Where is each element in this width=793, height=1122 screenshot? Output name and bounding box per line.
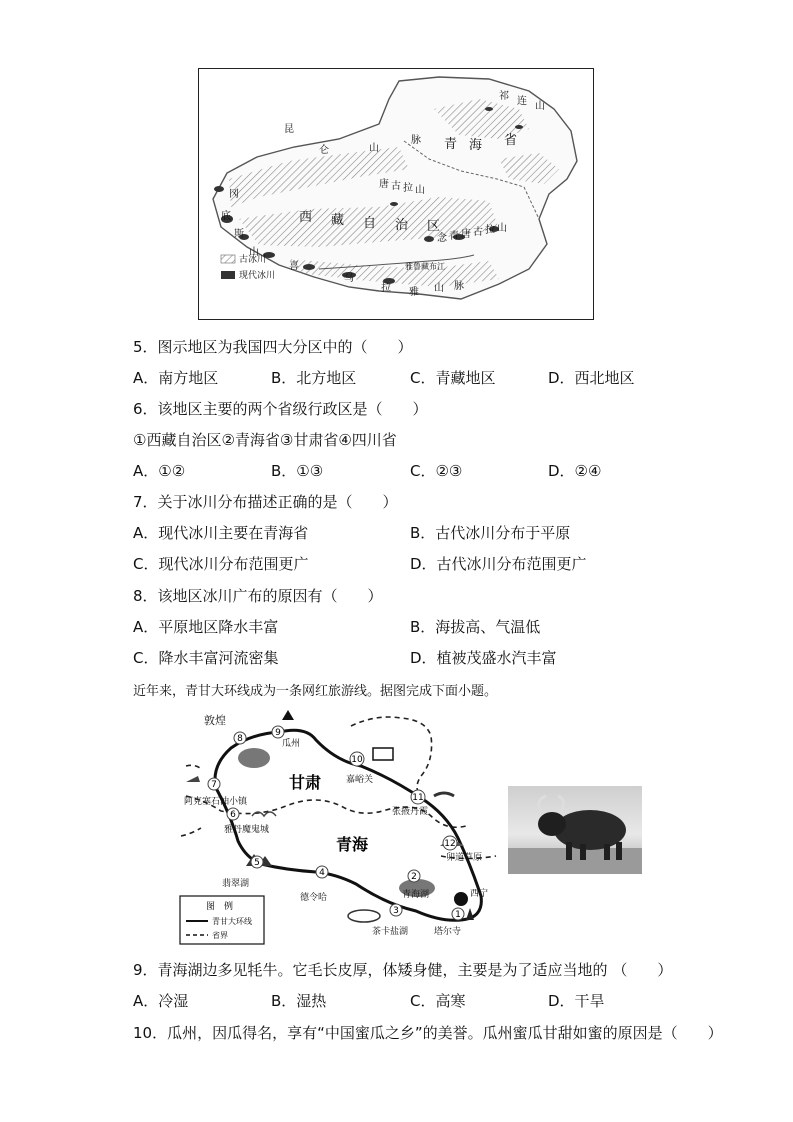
svg-text:3: 3 [393, 906, 399, 916]
svg-text:底: 底 [221, 211, 231, 222]
legend-modern-label: 现代冰川 [239, 271, 276, 281]
loop-route-svg [176, 706, 506, 946]
svg-text:唐: 唐 [461, 229, 471, 240]
qinghai-label: 青海 [336, 835, 369, 854]
region-char: 海 [469, 138, 483, 153]
region-char: 省 [504, 133, 518, 148]
stop-4 [316, 866, 328, 878]
svg-text:脉: 脉 [454, 281, 464, 292]
stop-5 [251, 856, 263, 868]
svg-text:阿克塞石油小镇: 阿克塞石油小镇 [184, 797, 248, 807]
svg-text:连: 连 [517, 96, 527, 107]
svg-text:古: 古 [391, 181, 401, 192]
svg-text:山: 山 [497, 223, 507, 234]
q5-option-d[interactable]: D．西北地区 [548, 369, 635, 387]
legend-title: 图 例 [206, 902, 234, 912]
svg-text:拉: 拉 [403, 183, 413, 194]
stop-10 [350, 752, 364, 766]
q6-option-b[interactable]: B．①③ [271, 462, 324, 480]
q6-option-d[interactable]: D．②④ [548, 462, 602, 480]
svg-text:5: 5 [254, 858, 260, 868]
svg-text:嘉峪关: 嘉峪关 [346, 775, 374, 785]
svg-text:念: 念 [437, 233, 447, 244]
q8-stem: 8．该地区冰川广布的原因有（ ） [133, 587, 383, 605]
stop-8 [234, 732, 246, 744]
q10-stem: 10．瓜州，因瓜得名，享有“中国蜜瓜之乡”的美誉。瓜州蜜瓜甘甜如蜜的原因是（ ） [133, 1024, 723, 1042]
svg-text:12: 12 [444, 839, 456, 849]
xining-label: 西宁 [470, 889, 489, 899]
q9-stem: 9．青海湖边多见牦牛。它毛长皮厚，体矮身健，主要是为了适应当地的 （ ） [133, 961, 673, 979]
svg-text:4: 4 [319, 868, 325, 878]
q9-option-c[interactable]: C．高寒 [410, 992, 466, 1010]
q5-option-b[interactable]: B．北方地区 [271, 369, 357, 387]
q6-option-c[interactable]: C．②③ [410, 462, 463, 480]
svg-text:11: 11 [412, 793, 424, 803]
stop-6 [227, 808, 239, 820]
svg-text:青: 青 [449, 231, 459, 242]
stop-3 [390, 904, 402, 916]
jiayuguan-icon [373, 748, 393, 760]
temple-icon [466, 908, 474, 920]
svg-text:脉: 脉 [411, 135, 421, 146]
region-char: 区 [427, 219, 441, 234]
q7-stem: 7．关于冰川分布描述正确的是（ ） [133, 493, 398, 511]
q5-stem: 5．图示地区为我国四大分区中的（ ） [133, 338, 413, 356]
q9-option-b[interactable]: B．湿热 [271, 992, 327, 1010]
region-char: 治 [395, 218, 409, 233]
svg-text:瓜州: 瓜州 [282, 739, 301, 749]
xining-marker [454, 892, 468, 906]
q8-option-c[interactable]: C．降水丰富河流密集 [133, 649, 279, 667]
q7-option-a[interactable]: A．现代冰川主要在青海省 [133, 524, 309, 542]
svg-text:青海湖: 青海湖 [402, 890, 430, 900]
guazhou-icon [282, 710, 294, 720]
route-legend [180, 896, 264, 944]
q7-option-c[interactable]: C．现代冰川分布范围更广 [133, 555, 309, 573]
svg-text:山: 山 [434, 283, 444, 294]
q6-option-a[interactable]: A．①② [133, 462, 186, 480]
oil-town-icon [186, 776, 200, 782]
q8-option-b[interactable]: B．海拔高、气温低 [410, 618, 541, 636]
region-char: 藏 [331, 213, 345, 228]
q6-sub: ①西藏自治区②青海省③甘肃省④四川省 [133, 431, 397, 449]
svg-text:茶卡盐湖: 茶卡盐湖 [372, 927, 409, 937]
svg-text:祁: 祁 [499, 91, 509, 102]
svg-text:山: 山 [535, 101, 545, 112]
svg-text:敦煌: 敦煌 [204, 714, 226, 727]
yak-icon [508, 786, 642, 874]
loop-route-map [176, 706, 506, 946]
q8-option-d[interactable]: D．植被茂盛水汽丰富 [410, 649, 557, 667]
svg-text:马: 马 [344, 273, 354, 284]
svg-text:6: 6 [230, 810, 236, 820]
svg-text:山: 山 [249, 247, 259, 258]
legend-ancient-label: 古冰川 [239, 255, 267, 265]
gansu-label: 甘肃 [289, 773, 322, 792]
province-border [186, 765, 200, 768]
svg-text:唐: 唐 [379, 179, 389, 190]
svg-text:仑: 仑 [319, 145, 329, 156]
svg-text:雅丹魔鬼城: 雅丹魔鬼城 [224, 825, 270, 835]
svg-text:卯道草原: 卯道草原 [446, 853, 483, 863]
svg-text:德令哈: 德令哈 [300, 893, 328, 903]
svg-text:8: 8 [237, 734, 243, 744]
salt-lake [348, 910, 380, 922]
province-border [181, 828, 201, 836]
svg-text:山: 山 [369, 143, 379, 154]
glacier-map-svg [199, 69, 592, 318]
yak-photo [508, 786, 642, 874]
svg-text:9: 9 [275, 728, 281, 738]
svg-text:2: 2 [411, 872, 417, 882]
svg-text:拉: 拉 [381, 283, 391, 294]
svg-text:雅: 雅 [409, 287, 419, 298]
q5-option-a[interactable]: A．南方地区 [133, 369, 219, 387]
svg-text:喜: 喜 [289, 261, 299, 272]
danxia-icon [434, 793, 454, 796]
q6-stem: 6．该地区主要的两个省级行政区是（ ） [133, 400, 428, 418]
q9-option-a[interactable]: A．冷湿 [133, 992, 189, 1010]
svg-text:张掖丹霞: 张掖丹霞 [392, 807, 429, 817]
region-char: 青 [444, 137, 458, 152]
svg-text:斯: 斯 [234, 229, 244, 240]
svg-text:塔尔寺: 塔尔寺 [434, 927, 462, 937]
legend-route-label: 青甘大环线 [212, 917, 252, 926]
stop-7 [208, 778, 220, 790]
q8-option-a[interactable]: A．平原地区降水丰富 [133, 618, 279, 636]
svg-text:山: 山 [415, 185, 425, 196]
stop-2 [408, 870, 420, 882]
q5-option-c[interactable]: C．青藏地区 [410, 369, 496, 387]
stop-9 [272, 726, 284, 738]
passage-intro: 近年来，青甘大环线成为一条网红旅游线。据图完成下面小题。 [133, 684, 498, 699]
region-char: 自 [363, 216, 377, 231]
stop-1 [452, 908, 464, 920]
river-label: 雅鲁藏布江 [405, 262, 445, 271]
svg-text:翡翠湖: 翡翠湖 [222, 879, 250, 889]
svg-text:冈: 冈 [229, 189, 239, 200]
stop-12 [443, 836, 457, 850]
region-char: 西 [299, 210, 313, 225]
stop-11 [411, 790, 425, 804]
q7-option-d[interactable]: D．古代冰川分布范围更广 [410, 555, 587, 573]
glacier-map [198, 68, 594, 320]
svg-text:昆: 昆 [284, 124, 294, 135]
svg-text:1: 1 [455, 910, 461, 920]
dunhuang-sand-icon [238, 748, 270, 768]
svg-text:7: 7 [211, 780, 217, 790]
q7-option-b[interactable]: B．古代冰川分布于平原 [410, 524, 571, 542]
legend-border-label: 省界 [212, 931, 228, 940]
svg-text:拉: 拉 [485, 225, 495, 236]
svg-text:古: 古 [473, 227, 483, 238]
q9-option-d[interactable]: D．干旱 [548, 992, 605, 1010]
svg-text:10: 10 [351, 755, 363, 765]
